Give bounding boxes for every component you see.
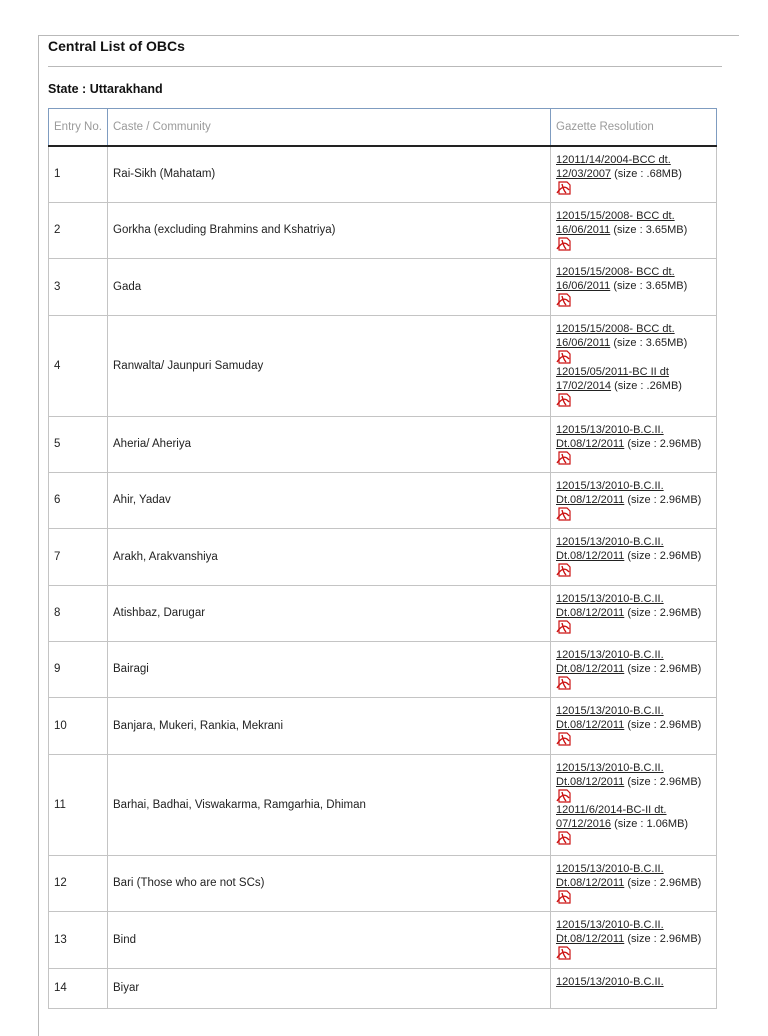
caste-cell: Bind (108, 911, 551, 968)
caste-cell: Ahir, Yadav (108, 472, 551, 528)
entry-no-cell: 3 (49, 258, 108, 315)
caste-cell: Bari (Those who are not SCs) (108, 855, 551, 911)
header-gazette: Gazette Resolution (551, 109, 717, 147)
gazette-resolution-link[interactable]: 12015/13/2010-B.C.II. Dt.08/12/2011 (556, 704, 664, 731)
pdf-icon[interactable] (556, 507, 572, 521)
table-row (49, 968, 717, 1008)
file-size: (size : 2.96MB) (627, 606, 702, 619)
gazette-cell (551, 472, 717, 528)
entry-no-cell: 5 (49, 416, 108, 472)
gazette-cell (551, 528, 717, 585)
file-size: (size : 2.96MB) (627, 662, 702, 675)
pdf-icon[interactable] (556, 890, 572, 904)
caste-cell: Aheria/ Aheriya (108, 416, 551, 472)
file-size: (size : 2.96MB) (627, 718, 702, 731)
file-size: (size : 3.65MB) (613, 279, 688, 292)
caste-cell: Barhai, Badhai, Viswakarma, Ramgarhia, Dhiman (108, 754, 551, 855)
pdf-icon[interactable] (556, 181, 572, 195)
page-title: Central List of OBCs (48, 38, 185, 54)
gazette-cell (551, 416, 717, 472)
gazette-entry (556, 209, 711, 252)
gazette-resolution-link[interactable]: 12015/13/2010-B.C.II. Dt.08/12/2011 (556, 592, 664, 619)
table-row (49, 641, 717, 697)
title-divider (48, 66, 722, 67)
gazette-resolution-link[interactable]: 12011/14/2004-BCC dt. 12/03/2007 (556, 154, 671, 180)
gazette-entry (556, 265, 711, 308)
table-row (49, 585, 717, 641)
table-row (49, 416, 717, 472)
file-size: (size : 2.96MB) (627, 549, 702, 562)
state-heading (48, 82, 163, 96)
gazette-resolution-link[interactable]: 12015/13/2010-B.C.II. Dt.08/12/2011 (556, 479, 664, 506)
gazette-entry (556, 975, 711, 989)
table-header-row (49, 109, 717, 147)
entry-no-cell: 14 (49, 968, 108, 1008)
pdf-icon[interactable] (556, 393, 572, 407)
gazette-entry (556, 761, 711, 803)
caste-cell: Biyar (108, 968, 551, 1008)
table-body (49, 146, 717, 1008)
gazette-resolution-link[interactable]: 12015/13/2010-B.C.II. (556, 975, 664, 988)
entry-no-cell: 11 (49, 754, 108, 855)
entry-no-cell: 13 (49, 911, 108, 968)
pdf-icon[interactable] (556, 563, 572, 577)
gazette-entry (556, 153, 711, 196)
pdf-icon[interactable] (556, 350, 572, 364)
gazette-resolution-link[interactable]: 12015/13/2010-B.C.II. Dt.08/12/2011 (556, 423, 664, 450)
table-row (49, 472, 717, 528)
gazette-entry (556, 592, 711, 634)
caste-cell: Ranwalta/ Jaunpuri Samuday (108, 315, 551, 416)
file-size: (size : 1.06MB) (614, 817, 689, 830)
caste-cell: Atishbaz, Darugar (108, 585, 551, 641)
table-row (49, 315, 717, 416)
caste-cell: Bairagi (108, 641, 551, 697)
pdf-icon[interactable] (556, 620, 572, 634)
caste-cell: Banjara, Mukeri, Rankia, Mekrani (108, 697, 551, 754)
gazette-entry (556, 862, 711, 904)
gazette-cell (551, 315, 717, 416)
gazette-cell (551, 754, 717, 855)
gazette-entry (556, 322, 711, 365)
pdf-icon[interactable] (556, 946, 572, 960)
pdf-icon[interactable] (556, 237, 572, 251)
gazette-cell (551, 855, 717, 911)
state-label: State : (48, 82, 87, 96)
table-row (49, 146, 717, 202)
gazette-entry (556, 479, 711, 521)
pdf-icon[interactable] (556, 732, 572, 746)
state-value: Uttarakhand (89, 82, 163, 96)
obc-table (48, 108, 717, 1009)
header-entry-no: Entry No. (49, 109, 108, 147)
gazette-cell (551, 258, 717, 315)
entry-no-cell: 9 (49, 641, 108, 697)
gazette-resolution-link[interactable]: 12015/15/2008- BCC dt. 16/06/2011 (556, 209, 675, 236)
caste-cell: Gada (108, 258, 551, 315)
table-row (49, 258, 717, 315)
gazette-cell (551, 585, 717, 641)
table-row (49, 855, 717, 911)
table-row (49, 202, 717, 258)
caste-cell: Arakh, Arakvanshiya (108, 528, 551, 585)
gazette-resolution-link[interactable]: 12015/05/2011-BC II dt 17/02/2014 (556, 365, 669, 392)
gazette-resolution-link[interactable]: 12011/6/2014-BC-II dt. 07/12/2016 (556, 803, 667, 830)
entry-no-cell: 4 (49, 315, 108, 416)
file-size: (size : 3.65MB) (613, 223, 688, 236)
gazette-cell (551, 911, 717, 968)
gazette-resolution-link[interactable]: 12015/13/2010-B.C.II. Dt.08/12/2011 (556, 862, 664, 889)
gazette-resolution-link[interactable]: 12015/15/2008- BCC dt. 16/06/2011 (556, 322, 675, 349)
file-size: (size : 3.65MB) (613, 336, 688, 349)
gazette-cell (551, 968, 717, 1008)
table-row (49, 697, 717, 754)
gazette-cell (551, 146, 717, 202)
pdf-icon[interactable] (556, 789, 572, 803)
gazette-cell (551, 202, 717, 258)
caste-cell: Gorkha (excluding Brahmins and Kshatriya) (108, 202, 551, 258)
gazette-entry (556, 365, 711, 408)
caste-cell: Rai-Sikh (Mahatam) (108, 146, 551, 202)
pdf-icon[interactable] (556, 451, 572, 465)
file-size: (size : 2.96MB) (627, 437, 702, 450)
gazette-resolution-link[interactable]: 12015/13/2010-B.C.II. Dt.08/12/2011 (556, 648, 664, 675)
entry-no-cell: 10 (49, 697, 108, 754)
gazette-cell (551, 697, 717, 754)
entry-no-cell: 7 (49, 528, 108, 585)
pdf-icon[interactable] (556, 293, 572, 307)
gazette-entry (556, 803, 711, 846)
entry-no-cell: 8 (49, 585, 108, 641)
gazette-resolution-link[interactable]: 12015/15/2008- BCC dt. 16/06/2011 (556, 265, 675, 292)
gazette-entry (556, 535, 711, 577)
gazette-cell (551, 641, 717, 697)
file-size: (size : 2.96MB) (627, 775, 702, 788)
gazette-entry (556, 918, 711, 960)
pdf-icon[interactable] (556, 676, 572, 690)
file-size: (size : 2.96MB) (627, 493, 702, 506)
entry-no-cell: 12 (49, 855, 108, 911)
file-size: (size : .68MB) (614, 168, 682, 180)
entry-no-cell: 1 (49, 146, 108, 202)
gazette-resolution-link[interactable]: 12015/13/2010-B.C.II. Dt.08/12/2011 (556, 918, 664, 945)
table-row (49, 911, 717, 968)
gazette-entry (556, 648, 711, 690)
pdf-icon[interactable] (556, 831, 572, 845)
gazette-resolution-link[interactable]: 12015/13/2010-B.C.II. Dt.08/12/2011 (556, 535, 664, 562)
gazette-entry (556, 423, 711, 465)
table-row (49, 754, 717, 855)
table-row (49, 528, 717, 585)
header-caste: Caste / Community (108, 109, 551, 147)
file-size: (size : 2.96MB) (627, 932, 702, 945)
file-size: (size : 2.96MB) (627, 876, 702, 889)
entry-no-cell: 6 (49, 472, 108, 528)
entry-no-cell: 2 (49, 202, 108, 258)
file-size: (size : .26MB) (614, 379, 682, 392)
gazette-entry (556, 704, 711, 746)
gazette-resolution-link[interactable]: 12015/13/2010-B.C.II. Dt.08/12/2011 (556, 761, 664, 788)
